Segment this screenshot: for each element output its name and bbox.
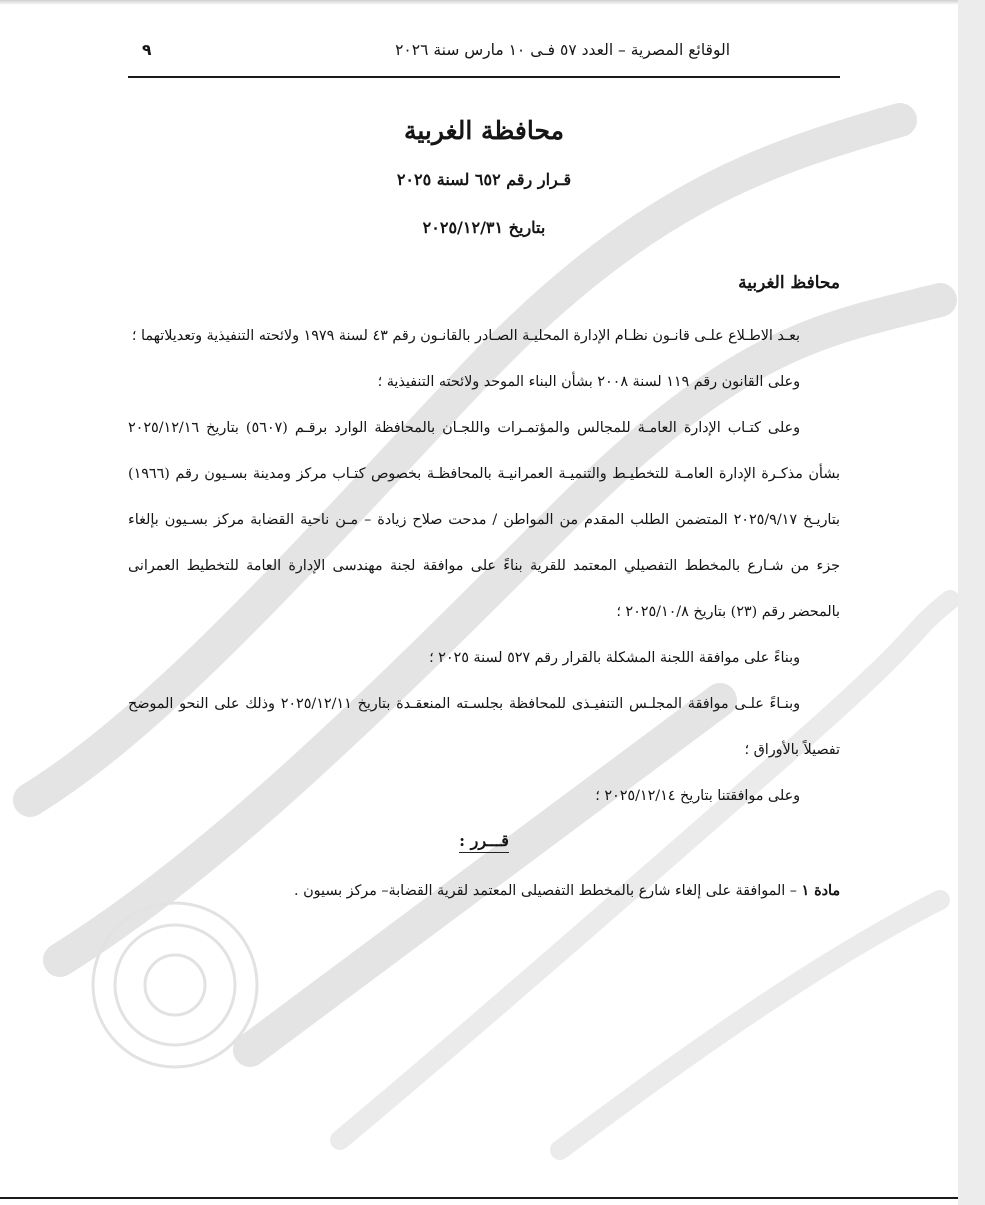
issuer-heading: محافظ الغربية (738, 273, 840, 293)
decree-date: بتاريخ ٢٠٢٥/١٢/٣١ (422, 218, 546, 237)
preamble-paragraph: وعلى كتـاب الإدارة العامـة للمجالس والمؤتمـرات واللجـان بالمحافظة الوارد برقـم (٥٦٠٧) بتاريخ ٢٠٢٥/١٢/١٦ بشأن مذكـرة الإدارة العامـة للتخطيـط والتنميـة العمرانيـة بالمحافظـة بخصوص كتـاب مركز ومدينة بسـيون رقم (١٩٦٦) بتاريـخ ٢٠٢٥/٩/١٧ المتضمن الطلب المقدم من المواطن / مدحت صلاح زيادة – مـن ناحية القضابة مركز بسـيون بإلغاء جزء من شـارع بالمخطط التفصيلي المعتمد للقرية بناءً على موافقة لجنة مهندسى الإدارة العامة للتخطيط العمرانى بالمحضر رقم (٢٣) بتاريخ ٢٠٢٥/١٠/٨ ؛ (128, 420, 840, 620)
article-1 (128, 863, 840, 919)
decided-heading (128, 819, 840, 863)
decree-number: قـرار رقم ٦٥٢ لسنة ٢٠٢٥ (396, 170, 572, 189)
decided-label: قـــرر : (459, 830, 509, 853)
running-title: الوقائع المصرية – العدد ٥٧ فـى ١٠ مارس سنة ٢٠٢٦ (395, 41, 730, 59)
header-divider (128, 76, 840, 78)
running-header (128, 38, 840, 68)
scan-top-edge (0, 0, 958, 5)
governorate-title: محافظة الغربية (403, 116, 565, 145)
page-number: ٩ (142, 41, 152, 59)
decree-body (128, 105, 840, 919)
scan-margin (958, 0, 985, 1205)
preamble-paragraph: وبناءً على موافقة اللجنة المشكلة بالقرار رقم ٥٢٧ لسنة ٢٠٢٥ ؛ (429, 650, 800, 666)
article-1-label: مادة ١ (801, 883, 840, 899)
preamble-paragraph: وعلى القانون رقم ١١٩ لسنة ٢٠٠٨ بشأن البناء الموحد ولائحته التنفيذية ؛ (377, 374, 800, 390)
footer-divider (0, 1197, 958, 1199)
article-1-text: – الموافقة على إلغاء شارع بالمخطط التفصيلى المعتمد لقرية القضابة– مركز بسيون . (294, 883, 802, 899)
preamble-paragraph: وبنـاءً علـى موافقة المجلـس التنفيـذى للمحافظة بجلسـته المنعقـدة بتاريخ ٢٠٢٥/١٢/١١ وذلك على النحو الموضح تفصيلاً بالأوراق ؛ (128, 696, 840, 758)
preamble-paragraph: بعـد الاطـلاع علـى قانـون نظـام الإدارة المحليـة الصـادر بالقانـون رقم ٤٣ لسنة ١٩٧٩ ولائحته التنفيذية وتعديلاتهما ؛ (131, 328, 800, 344)
preamble-paragraph: وعلى موافقتنا بتاريخ ٢٠٢٥/١٢/١٤ ؛ (595, 788, 800, 804)
